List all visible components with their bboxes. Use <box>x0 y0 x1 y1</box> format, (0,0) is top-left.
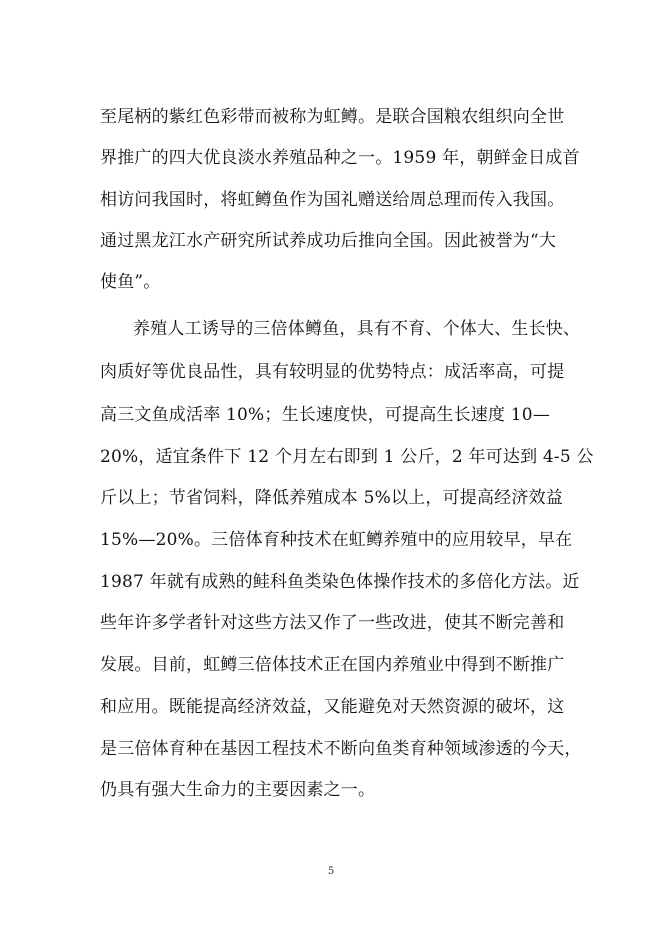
body-text-line: 是三倍体育种在基因工程技术不断向鱼类育种领域渗透的今天， <box>100 739 582 759</box>
body-text-line: 些年许多学者针对这些方法又作了一些改进，使其不断完善和 <box>100 613 565 633</box>
body-text-line: 1987 年就有成熟的鲑科鱼类染色体操作技术的多倍化方法。近 <box>100 572 580 592</box>
body-text-line: 使鱼”。 <box>100 272 161 292</box>
body-text-line: 至尾柄的紫红色彩带而被称为虹鳟。是联合国粮农组织向全世 <box>100 107 565 127</box>
body-text-line: 斤以上；节省饲料，降低养殖成本 5%以上，可提高经济效益 <box>100 488 563 508</box>
body-text-line: 肉质好等优良品性，具有较明显的优势特点：成活率高，可提 <box>100 362 565 382</box>
paragraph-first-line: 养殖人工诱导的三倍体鳟鱼，具有不育、个体大、生长快、 <box>133 319 581 339</box>
body-text-line: 和应用。既能提高经济效益，又能避免对天然资源的破坏，这 <box>100 697 565 717</box>
body-text-line: 相访问我国时，将虹鳟鱼作为国礼赠送给周总理而传入我国。 <box>100 190 565 210</box>
body-text-line: 仍具有强大生命力的主要因素之一。 <box>100 780 376 800</box>
page-number: 5 <box>327 866 335 877</box>
body-text-line: 发展。目前，虹鳟三倍体技术正在国内养殖业中得到不断推广 <box>100 655 565 675</box>
body-text-line: 通过黑龙江水产研究所试养成功后推向全国。因此被誉为“大 <box>100 231 557 251</box>
body-text-line: 高三文鱼成活率 10%；生长速度快，可提高生长速度 10— <box>100 405 551 425</box>
body-text-line: 15%—20%。三倍体育种技术在虹鳟养殖中的应用较早，早在 <box>100 530 573 550</box>
body-text-line: 20%，适宜条件下 12 个月左右即到 1 公斤，2 年可达到 4-5 公 <box>100 447 594 467</box>
body-text-line: 界推广的四大优良淡水养殖品种之一。1959 年，朝鲜金日成首 <box>100 148 580 168</box>
